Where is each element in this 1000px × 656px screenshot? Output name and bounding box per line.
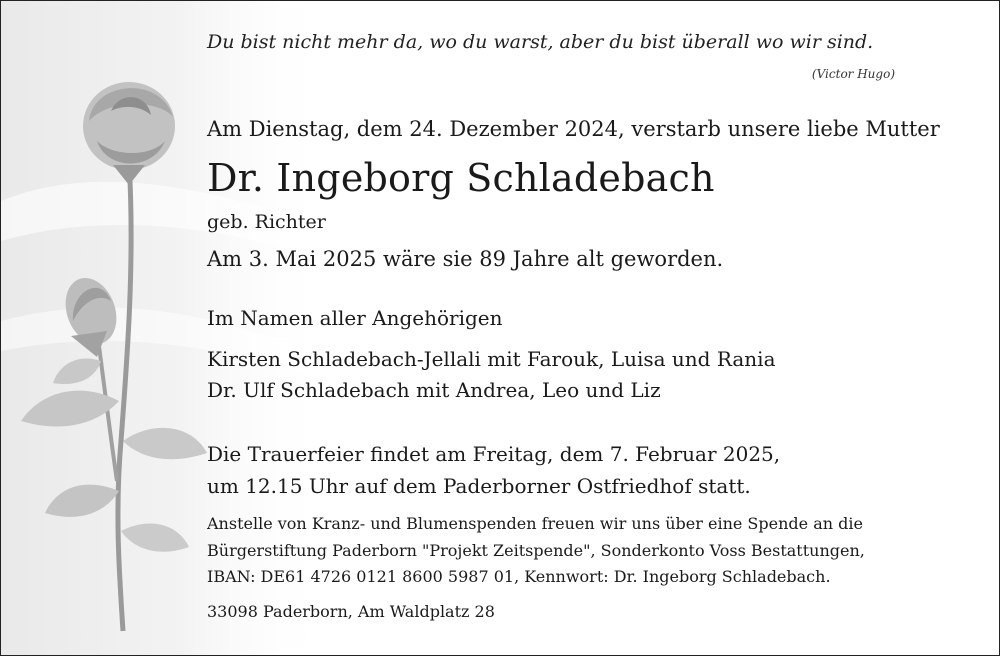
rose-illustration [1, 61, 231, 641]
birthday-note: Am 3. Mai 2025 wäre sie 89 Jahre alt geworden. [207, 247, 724, 271]
service-info-line: um 12.15 Uhr auf dem Paderborner Ostfriedhof statt. [207, 474, 751, 498]
donation-line: Anstelle von Kranz- und Blumenspenden freuen wir uns über eine Spende an die [207, 514, 863, 533]
rose-blossom-icon [83, 82, 175, 185]
birth-name: geb. Richter [207, 211, 326, 233]
death-announcement: Am Dienstag, dem 24. Dezember 2024, verstarb unsere liebe Mutter [207, 117, 940, 141]
donation-line: IBAN: DE61 4726 0121 8600 5987 01, Kennwort: Dr. Ingeborg Schladebach. [207, 567, 831, 586]
mourner-line: Dr. Ulf Schladebach mit Andrea, Leo und Liz [207, 378, 661, 402]
signoff: Im Namen aller Angehörigen [207, 306, 503, 330]
donation-line: Bürgerstiftung Paderborn "Projekt Zeitspende", Sonderkonto Voss Bestattungen, [207, 541, 865, 560]
quote-text: Du bist nicht mehr da, wo du warst, aber du bist überall wo wir sind. [207, 31, 874, 53]
service-info-line: Die Trauerfeier findet am Freitag, dem 7. Februar 2025, [207, 442, 781, 466]
mourner-line: Kirsten Schladebach-Jellali mit Farouk, Luisa und Rania [207, 347, 776, 371]
quote-author: (Victor Hugo) [811, 67, 895, 81]
rose-bud-icon [57, 271, 125, 357]
deceased-name: Dr. Ingeborg Schladebach [207, 156, 715, 200]
family-address: 33098 Paderborn, Am Waldplatz 28 [207, 602, 495, 621]
